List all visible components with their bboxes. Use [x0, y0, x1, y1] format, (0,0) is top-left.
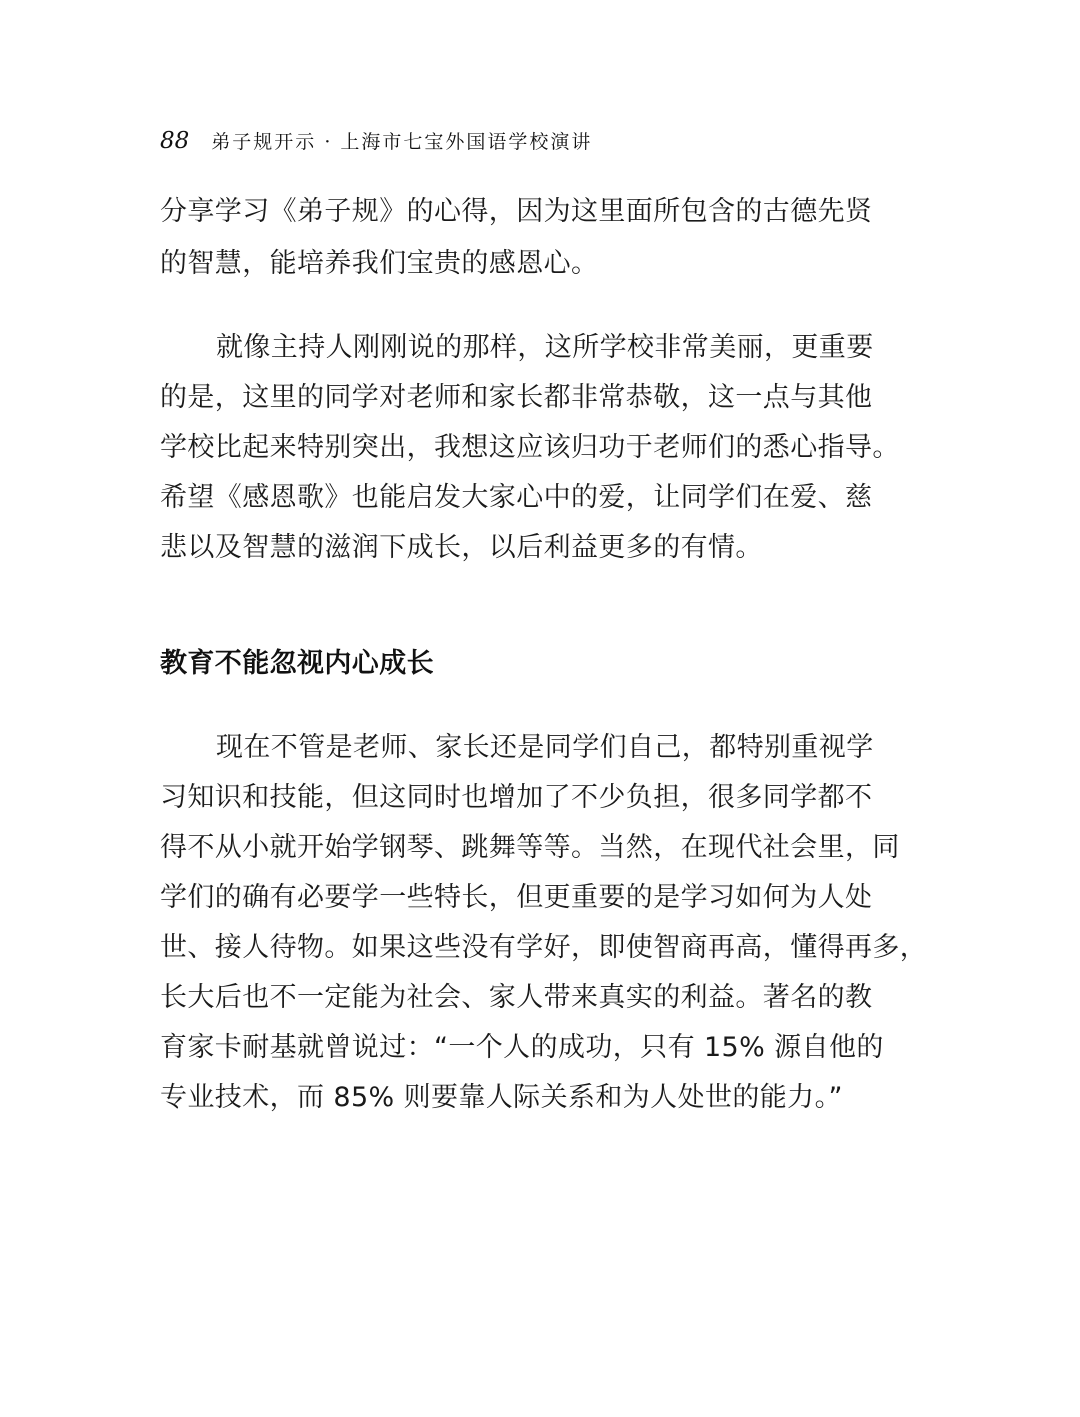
paragraph-2-line-3: 学校比起来特别突出，我想这应该归功于老师们的悉心指导。: [160, 432, 900, 463]
paragraph-2-line-1: 就像主持人刚刚说的那样，这所学校非常美丽，更重要: [216, 332, 874, 363]
paragraph-2-line-4: 希望《感恩歌》也能启发大家心中的爱，让同学们在爱、慈: [160, 482, 873, 513]
paragraph-3-line-3: 得不从小就开始学钢琴、跳舞等等。当然，在现代社会里，同: [160, 832, 900, 863]
paragraph-3-line-7: 育家卡耐基就曾说过：“一个人的成功，只有 15% 源自他的: [160, 1032, 884, 1063]
running-header: [160, 124, 592, 158]
running-header-title: 弟子规开示 · 上海市七宝外国语学校演讲: [211, 131, 593, 153]
paragraph-3-line-1: 现在不管是老师、家长还是同学们自己，都特别重视学: [216, 732, 874, 763]
paragraph-3-line-8: 专业技术，而 85% 则要靠人际关系和为人处世的能力。”: [160, 1082, 843, 1113]
paragraph-1-line-1: 分享学习《弟子规》的心得，因为这里面所包含的古德先贤: [160, 196, 873, 227]
paragraph-1-line-2: 的智慧，能培养我们宝贵的感恩心。: [160, 248, 599, 279]
paragraph-2-line-5: 悲以及智慧的滋润下成长，以后利益更多的有情。: [160, 532, 763, 563]
paragraph-3-line-2: 习知识和技能，但这同时也增加了不少负担，很多同学都不: [160, 782, 873, 813]
paragraph-3-line-5: 世、接人待物。如果这些没有学好，即使智商再高，懂得再多，: [160, 932, 928, 963]
paragraph-3-line-6: 长大后也不一定能为社会、家人带来真实的利益。著名的教: [160, 982, 873, 1013]
page-number: 88: [160, 128, 190, 154]
paragraph-3-line-4: 学们的确有必要学一些特长，但更重要的是学习如何为人处: [160, 882, 873, 913]
section-heading: 教育不能忽视内心成长: [160, 648, 434, 679]
paragraph-2-line-2: 的是，这里的同学对老师和家长都非常恭敬，这一点与其他: [160, 382, 873, 413]
